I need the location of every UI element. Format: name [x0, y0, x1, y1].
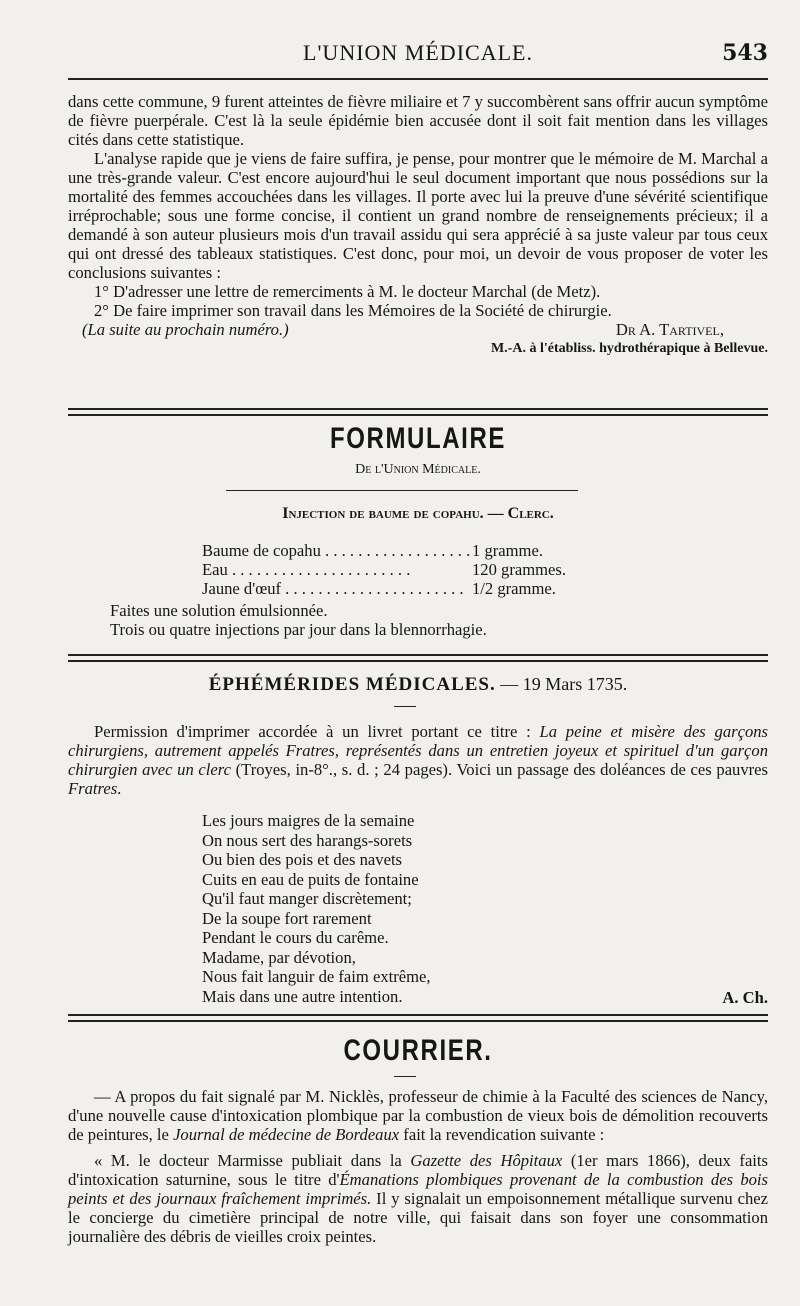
instruction-line: Trois ou quatre injections par jour dans la blennorrhagie.	[110, 620, 487, 639]
ephemerides-heading	[68, 674, 768, 696]
poem	[202, 811, 602, 1006]
ephemerides-title: ÉPHÉMÉRIDES MÉDICALES.	[208, 674, 496, 695]
dash-separator	[394, 1076, 416, 1077]
ingredient-row	[202, 579, 602, 598]
poem-line: On nous sert des harangs-sorets	[202, 830, 413, 850]
ephemerides-date: — 19 Mars 1735.	[500, 674, 628, 694]
poem-line: Ou bien des pois et des navets	[202, 850, 403, 869]
header-rule	[68, 78, 768, 80]
text-run: .	[117, 779, 122, 798]
journal-title: Journal de médecine de Bordeaux	[173, 1125, 400, 1144]
conclusion-item: 1° D'adresser une lettre de remerciments à M. le docteur Marchal (de Metz).	[94, 282, 601, 301]
text-run: — A propos du fait signalé par M. Nicklès, professeur de chimie à la Faculté des sciences de Nancy, d'une nouvelle cause d'intoxication plombique par la combustion de vieux bois de démolition recouverts de peintures, le	[68, 1087, 768, 1144]
ingredient-quantity: 120 grammes.	[472, 560, 567, 579]
text-run: fait la revendication suivante :	[399, 1125, 605, 1144]
article-title: Émanations plombiques provenant de la combustion des bois peints et des journaux fraîchement imprimés.	[68, 1170, 768, 1208]
section-rule	[68, 654, 768, 662]
dash-separator	[394, 706, 416, 707]
journal-title: Gazette des Hôpitaux	[410, 1151, 563, 1170]
ingredient-name: Baume de copahu . . .	[202, 541, 472, 560]
poem-line: Madame, par dévotion,	[202, 947, 356, 967]
formulaire-subtitle: De l'Union Médicale.	[355, 462, 481, 477]
book-title: La peine et misère des garçons chirurgiens, autrement appelés Fratres, représentés dans un entretien joyeux et spirituel d'un garçon chirurgien avec un clerc	[68, 722, 769, 779]
poem-line: Mais dans une autre intention.	[202, 986, 403, 1006]
suite-note: (La suite au prochain numéro.)	[82, 320, 289, 339]
paragraph	[68, 1151, 768, 1246]
poem-line: Pendant le cours du carême.	[202, 928, 389, 947]
paragraph	[68, 1087, 768, 1144]
text-run: Permission d'imprimer accordée à un livret portant ce titre :	[94, 722, 540, 741]
paragraph	[68, 722, 768, 798]
text-run: Il y signalait un empoisonnement métallique survenu chez le concierge du cimetière principal de notre ville, qui faisait dans son foyer une consommation journalière des débris de vieilles croix peintes.	[68, 1189, 768, 1246]
recipe-title: Injection de baume de copahu. — Clerc.	[282, 505, 554, 522]
text-run: (1er mars 1866), deux faits d'intoxication saturnine, sous le titre d'	[68, 1151, 768, 1189]
page-header	[68, 36, 768, 72]
poem-line: Nous fait languir de faim extrême,	[202, 967, 431, 986]
article-continuation	[68, 92, 768, 358]
ingredient-list	[202, 541, 602, 598]
ingredient-quantity: 1 gramme.	[472, 541, 543, 560]
poem-line: Les jours maigres de la semaine	[202, 811, 415, 830]
ingredient-row	[202, 560, 602, 579]
instruction-line: Faites une solution émulsionnée.	[110, 601, 328, 620]
formulaire-heading: FORMULAIRE	[330, 422, 506, 455]
subtitle-rule	[226, 490, 578, 491]
paragraph: dans cette commune, 9 furent atteintes de fièvre miliaire et 7 y succombèrent sans offrir aucun symptôme de fièvre puerpérale. C'est là la seule épidémie bien accusée dont il soit fait mention dans les villages cités dans cette statistique.	[68, 92, 768, 149]
ingredient-row	[202, 541, 602, 560]
page-number: 543	[722, 40, 768, 66]
ephemerides-signature: A. Ch.	[722, 988, 768, 1007]
formulaire-instructions	[68, 601, 768, 639]
author-affiliation: M.-A. à l'établiss. hydrothérapique à Bellevue.	[490, 341, 768, 356]
running-title: L'UNION MÉDICALE.	[303, 40, 533, 65]
section-rule	[68, 1014, 768, 1022]
ephemerides-paragraph	[68, 722, 768, 798]
ingredient-name: Jaune d'œuf . . .	[202, 579, 472, 598]
poem-line: Qu'il faut manger discrètement;	[202, 889, 412, 908]
courrier-heading: COURRIER.	[343, 1034, 493, 1067]
ingredient-quantity: 1/2 gramme.	[472, 579, 556, 598]
ingredient-name: Eau . . .	[202, 560, 472, 579]
courrier-text	[68, 1087, 768, 1246]
poem-line: Cuits en eau de puits de fontaine	[202, 869, 419, 889]
paragraph: L'analyse rapide que je viens de faire suffira, je pense, pour montrer que le mémoire de M. Marchal a une très-grande valeur. C'est encore aujourd'hui le seul document important que nous possédions sur la mortalité des femmes accouchées dans les villages. Il porte avec lui la preuve d'une sévérité scientifique irréprochable; sous une forme concise, il contient un grand nombre de renseignements précieux; il a demandé à son auteur plusieurs mois d'un travail assidu qui sera apprécié à sa juste valeur par tous ceux qui ont dressé des tableaux statistiques. C'est donc, pour moi, un devoir de vous proposer de voter les conclusions suivantes :	[68, 149, 768, 282]
conclusion-item: 2° De faire imprimer son travail dans les Mémoires de la Société de chirurgie.	[94, 301, 612, 320]
text-run: « M. le docteur Marmisse publiait dans la	[94, 1151, 411, 1170]
section-rule	[68, 408, 768, 416]
suite-signature-line	[68, 320, 768, 339]
italic-word: Fratres	[68, 779, 118, 798]
poem-line: De la soupe fort rarement	[202, 908, 372, 928]
text-run: (Troyes, in-8°., s. d. ; 24 pages). Voici un passage des doléances de ces pauvres	[230, 760, 768, 779]
author-signature: Dr A. Tartivel,	[615, 320, 724, 339]
